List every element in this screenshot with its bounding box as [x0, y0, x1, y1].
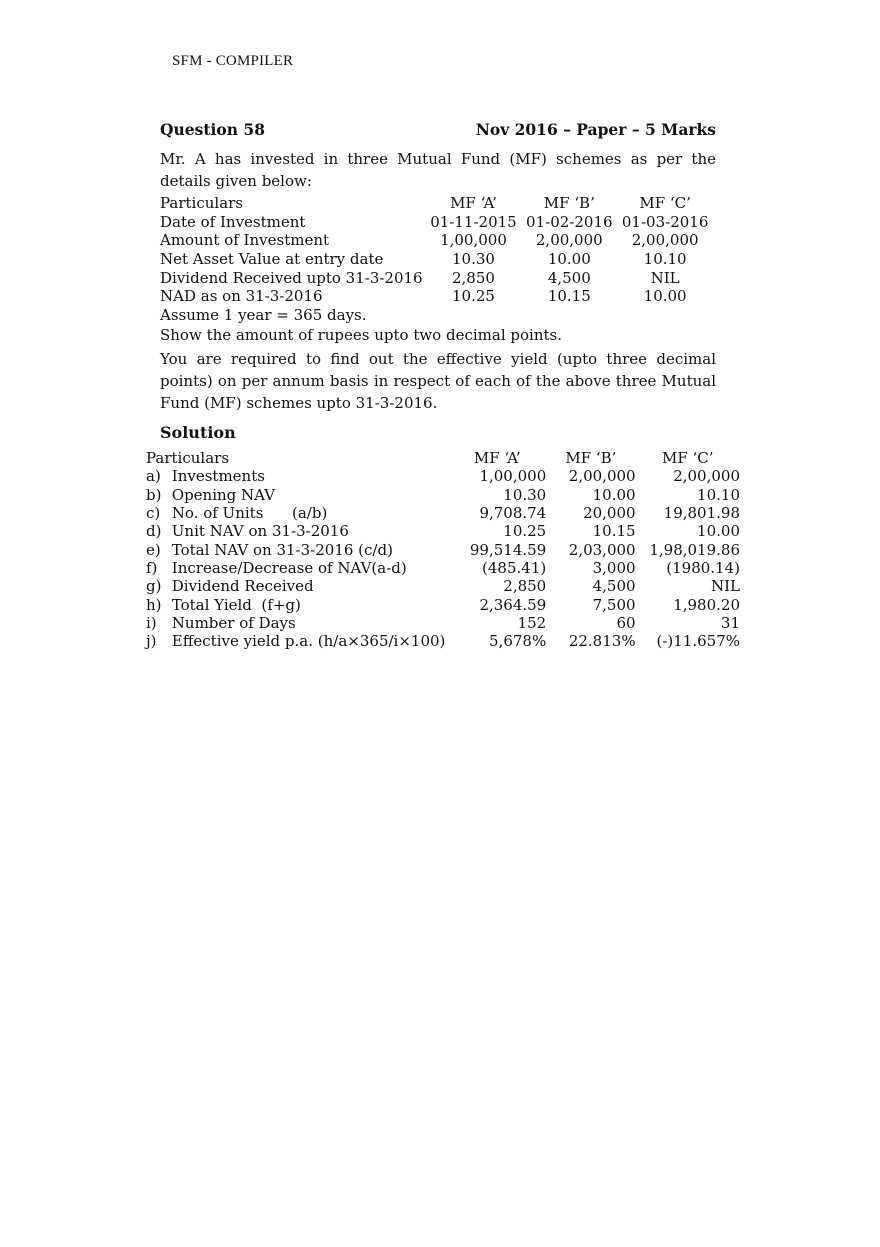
solution-heading: Solution: [160, 423, 236, 442]
table-cell: 1,00,000: [440, 231, 507, 250]
table-row: [146, 467, 740, 485]
table-cell: 10.15: [592, 522, 636, 541]
table-row: [160, 287, 716, 306]
table-cell: 10.25: [503, 522, 547, 541]
row-label: Dividend Received upto 31-3-2016: [160, 268, 423, 287]
table-row: [146, 522, 740, 540]
table-row: [146, 559, 740, 577]
requirement-text: You are required to find out the effective yield (upto three decimal points) on per annum basis in respect of each of the above three Mutual Fund (MF) schemes upto 31-3-2016.: [160, 350, 716, 412]
table-cell: (1980.14): [666, 558, 740, 577]
table-row: [146, 540, 740, 558]
table-row: [160, 231, 716, 250]
table-cell: 10.00: [643, 287, 687, 306]
question-title: Question 58: [160, 120, 265, 139]
table-cell: 01-11-2015: [430, 212, 517, 231]
table-cell: 4,500: [592, 577, 636, 596]
table-cell: (485.41): [482, 558, 547, 577]
table-header-row: [160, 194, 716, 213]
table-cell: (-)11.657%: [656, 632, 740, 651]
table-cell: 1,00,000: [479, 467, 547, 486]
header-cell: MF ‘B’: [565, 449, 617, 468]
row-index: b): [146, 485, 162, 504]
row-label: Date of Investment: [160, 212, 306, 231]
table-cell: 4,500: [547, 268, 591, 287]
row-label: Total Yield (f+g): [171, 595, 301, 614]
table-cell: 2,03,000: [568, 540, 636, 559]
solution-table: [146, 449, 740, 650]
row-label: NAD as on 31-3-2016: [160, 287, 323, 306]
row-label: Effective yield p.a. (h/a×365/i×100): [171, 632, 446, 651]
table-cell: 2,00,000: [568, 467, 636, 486]
row-label: No. of Units (a/b): [171, 504, 328, 523]
table-cell: 2,364.59: [479, 595, 547, 614]
table-row: [146, 504, 740, 522]
row-label: Amount of Investment: [160, 231, 330, 250]
table-cell: 2,850: [503, 577, 547, 596]
header-cell: MF ‘C’: [639, 194, 691, 213]
question-intro: Mr. A has invested in three Mutual Fund (MF) schemes as per the details given below:: [160, 150, 716, 190]
table-row: [146, 595, 740, 613]
table-cell: 1,98,019.86: [649, 540, 740, 559]
table-cell: 99,514.59: [469, 540, 547, 559]
table-cell: 10.30: [451, 250, 495, 269]
table-row: [146, 614, 740, 632]
decimal-note: Show the amount of rupees upto two decimal points.: [160, 326, 562, 344]
table-row: [146, 632, 740, 650]
row-index: h): [146, 595, 162, 614]
row-label: Increase/Decrease of NAV(a-d): [171, 558, 407, 577]
question-heading: [160, 120, 716, 139]
row-index: j): [146, 632, 157, 651]
header-cell: MF ‘C’: [662, 449, 714, 468]
row-index: i): [146, 613, 157, 632]
table-cell: 19,801.98: [663, 504, 740, 523]
row-index: d): [146, 522, 162, 541]
header-cell: MF ‘A’: [450, 194, 497, 213]
row-label: Total NAV on 31-3-2016 (c/d): [171, 540, 393, 559]
table-row: [160, 268, 716, 287]
row-index: e): [146, 540, 161, 559]
table-cell: 2,00,000: [631, 231, 699, 250]
table-cell: 10.30: [503, 485, 547, 504]
assumption-note: Assume 1 year = 365 days.: [160, 306, 367, 324]
table-cell: 10.15: [547, 287, 591, 306]
header-cell: Particulars: [146, 449, 230, 468]
header-cell: Particulars: [160, 194, 244, 213]
table-header-row: [146, 449, 740, 467]
row-index: c): [146, 504, 161, 523]
row-index: a): [146, 467, 161, 486]
row-label: Investments: [171, 467, 265, 486]
row-label: Opening NAV: [171, 485, 276, 504]
table-cell: 5,678%: [489, 632, 547, 651]
row-index: f): [146, 558, 158, 577]
given-data-table: [160, 194, 716, 306]
table-cell: 10.10: [697, 485, 740, 504]
table-cell: 01-03-2016: [621, 212, 709, 231]
table-cell: 10.00: [697, 522, 740, 541]
row-label: Net Asset Value at entry date: [160, 250, 384, 269]
table-cell: 10.00: [592, 485, 636, 504]
table-row: [160, 250, 716, 269]
table-row: [146, 577, 740, 595]
row-label: Number of Days: [171, 613, 296, 632]
row-index: g): [146, 577, 162, 596]
table-cell: 9,708.74: [479, 504, 547, 523]
table-cell: 20,000: [583, 504, 636, 523]
table-cell: 3,000: [592, 558, 636, 577]
table-cell: 10.00: [547, 250, 591, 269]
table-row: [160, 213, 716, 232]
table-cell: 1,980.20: [673, 595, 740, 614]
header-cell: MF ‘B’: [543, 194, 595, 213]
row-label: Unit NAV on 31-3-2016: [171, 522, 349, 541]
table-cell: 22.813%: [568, 632, 636, 651]
question-source: Nov 2016 – Paper – 5 Marks: [475, 120, 716, 139]
row-label: Dividend Received: [171, 577, 314, 596]
table-cell: 7,500: [592, 595, 636, 614]
table-cell: NIL: [710, 577, 740, 596]
table-row: [146, 486, 740, 504]
table-cell: 2,850: [451, 268, 495, 287]
header-cell: MF ‘A’: [473, 449, 521, 468]
table-cell: 10.10: [643, 250, 687, 269]
table-cell: 01-02-2016: [526, 212, 613, 231]
table-cell: NIL: [650, 268, 680, 287]
table-cell: 152: [517, 613, 547, 632]
page-header: SFM - COMPILER: [172, 53, 294, 69]
table-cell: 60: [616, 613, 636, 632]
table-cell: 10.25: [451, 287, 495, 306]
table-cell: 2,00,000: [535, 231, 603, 250]
table-cell: 2,00,000: [673, 467, 740, 486]
table-cell: 31: [720, 613, 740, 632]
